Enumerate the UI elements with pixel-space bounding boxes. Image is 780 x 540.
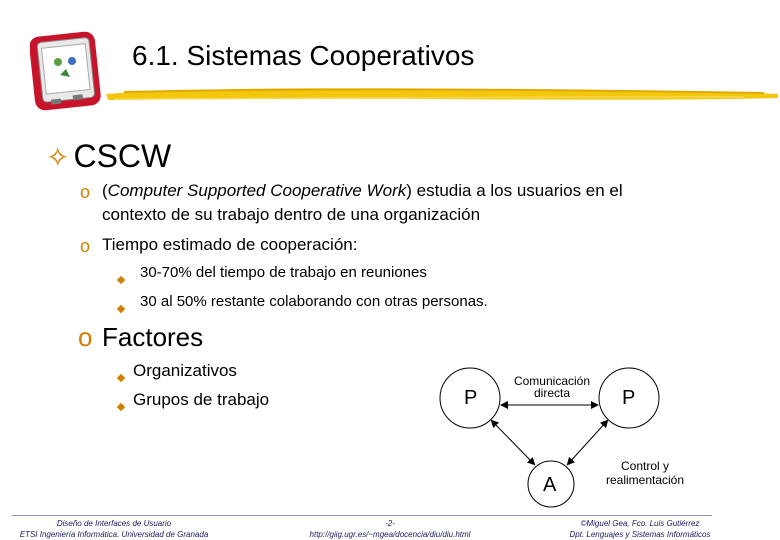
footer-school: ETSI Ingeniería Informática. Universidad de Granada [19, 530, 209, 539]
page-number: -2- [385, 519, 395, 528]
cooperation-diagram [430, 365, 690, 515]
footer-left [14, 518, 214, 540]
pda-logo-icon [30, 30, 106, 112]
bullet-text-line1 [102, 181, 623, 201]
bullet-tiempo-text: Tiempo estimado de cooperación: [102, 235, 358, 254]
diamond-bullet-icon [118, 270, 124, 288]
subbullet-text: 30-70% del tiempo de trabajo en reuniones [140, 264, 427, 281]
paren-open: ( [102, 181, 108, 200]
label-comunicacion [502, 375, 602, 399]
node-p-left-label: P [464, 387, 478, 409]
circle-bullet-icon: o [80, 236, 91, 256]
slide-title: 6.1. Sistemas Cooperativos [132, 40, 475, 71]
label-control [590, 459, 700, 487]
footer-department: Dpt. Lenguajes y Sistemas Informáticos [569, 530, 711, 539]
factores-heading: Factores [102, 322, 204, 352]
circle-bullet-icon: o [80, 182, 91, 202]
bullet-cscw-definition [80, 182, 90, 203]
node-p-right-label: P [622, 387, 636, 409]
footer-right [540, 518, 740, 540]
section-heading [46, 138, 171, 175]
footer-center [290, 518, 490, 540]
label-comunicacion-line1: Comunicación [513, 374, 591, 388]
label-control-line1: Control y [620, 459, 670, 473]
bullet-tiempo [80, 236, 90, 257]
subbullet-text: 30 al 50% restante colaborando con otras personas. [140, 293, 488, 310]
label-control-line2: realimentación [605, 473, 685, 487]
star-bullet-icon: ✧ [46, 142, 70, 173]
diamond-bullet-icon [118, 299, 124, 317]
label-comunicacion-line2: directa [533, 386, 571, 400]
diamond-bullet-icon [118, 397, 124, 415]
title-underline-brush [104, 82, 780, 104]
section-heading-text: CSCW [73, 138, 172, 174]
bullet-text-line2: contexto de su trabajo dentro de una organización [102, 205, 481, 224]
arrow-left-to-a [492, 421, 534, 464]
footer-url: http://giig.ugr.es/~mgea/docencia/diu/diu.html [309, 530, 471, 539]
factor-item: Grupos de trabajo [133, 390, 270, 409]
diamond-bullet-icon [118, 368, 124, 386]
cscw-expansion: Computer Supported Cooperative Work [107, 181, 407, 200]
footer-divider [12, 515, 712, 516]
node-a-label: A [543, 474, 557, 496]
bullet-text-rest: ) estudia a los usuarios en el [406, 181, 623, 200]
footer-course: Diseño de Interfaces de Usuario [56, 519, 172, 528]
factor-item: Organizativos [133, 361, 237, 380]
arrow-right-to-a [568, 421, 607, 464]
circle-bullet-icon: o [78, 322, 93, 352]
footer-authors: ©Miguel Gea, Fco. Luis Gutiérrez [580, 519, 700, 528]
